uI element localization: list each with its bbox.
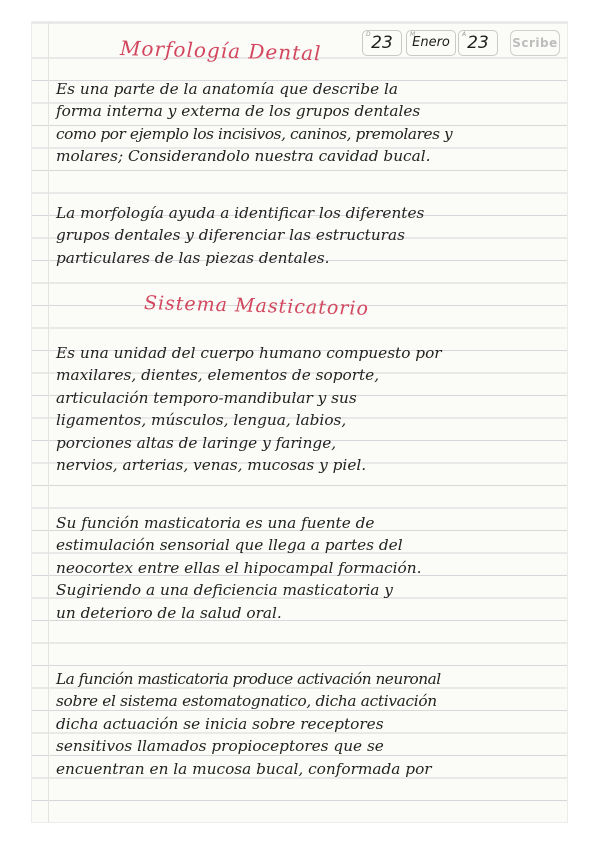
paragraph-line: como por ejemplo los incisivos, caninos, premolares y [56, 124, 453, 143]
paragraph-line: nervios, arterias, venas, mucosas y piel. [56, 456, 367, 475]
paragraph-line: sensitivos llamados propioceptores que se [56, 737, 384, 756]
date-day-box [362, 30, 402, 56]
paragraph-line: encuentran en la mucosa bucal, conformada por [56, 759, 432, 778]
paragraph-line: estimulación sensorial que llega a partes del [56, 536, 403, 555]
date-month-box [406, 30, 456, 56]
date-year-box [458, 30, 498, 56]
paragraph-4 [56, 512, 556, 624]
paragraph-line: dicha actuación se inicia sobre receptores [56, 714, 384, 733]
date-year-marker: A [462, 31, 467, 38]
paragraph-line: porciones altas de laringe y faringe, [56, 433, 337, 452]
date-day: 23 [371, 33, 393, 53]
paragraph-line: molares; Considerandolo nuestra cavidad bucal. [56, 147, 431, 166]
page-title: Morfología Dental [119, 36, 322, 66]
paragraph-line: ligamentos, músculos, lengua, labios, [56, 411, 347, 430]
date-month-marker: M [410, 31, 416, 38]
margin-line [48, 22, 49, 822]
paragraph-line: Sugiriendo a una deficiencia masticatoria y [56, 581, 393, 600]
paragraph-line: grupos dentales y diferenciar las estructuras [56, 226, 405, 245]
paragraph-line: neocortex entre ellas el hipocampal formación. [56, 558, 422, 577]
paragraph-line: articulación temporo-mandibular y sus [56, 388, 357, 407]
section-title: Sistema Masticatorio [143, 292, 370, 320]
paragraph-1 [56, 78, 556, 168]
date-year: 23 [467, 33, 489, 53]
paragraph-2 [56, 202, 556, 269]
paragraph-line: Su función masticatoria es una fuente de [56, 514, 375, 532]
paragraph-3 [56, 342, 556, 476]
paragraph-line: La morfología ayuda a identificar los diferentes [56, 204, 425, 222]
date-month: Enero [412, 35, 450, 50]
paragraph-line: maxilares, dientes, elementos de soporte, [56, 366, 380, 385]
notebook-page [32, 22, 567, 822]
paragraph-line: Es una parte de la anatomía que describe la [56, 80, 399, 98]
brand-logo: Scribe [510, 30, 560, 56]
paragraph-line: forma interna y externa de los grupos dentales [56, 102, 421, 121]
paragraph-line: La función masticatoria produce activación neuronal [56, 670, 441, 688]
paragraph-line: sobre el sistema estomatognatico, dicha activación [56, 692, 437, 711]
paragraph-line: particulares de las piezas dentales. [56, 248, 330, 267]
paragraph-line: un deterioro de la salud oral. [56, 603, 282, 622]
paragraph-line: Es una unidad del cuerpo humano compuesto por [56, 344, 442, 362]
date-day-marker: D [366, 31, 371, 38]
paragraph-5 [56, 668, 556, 780]
